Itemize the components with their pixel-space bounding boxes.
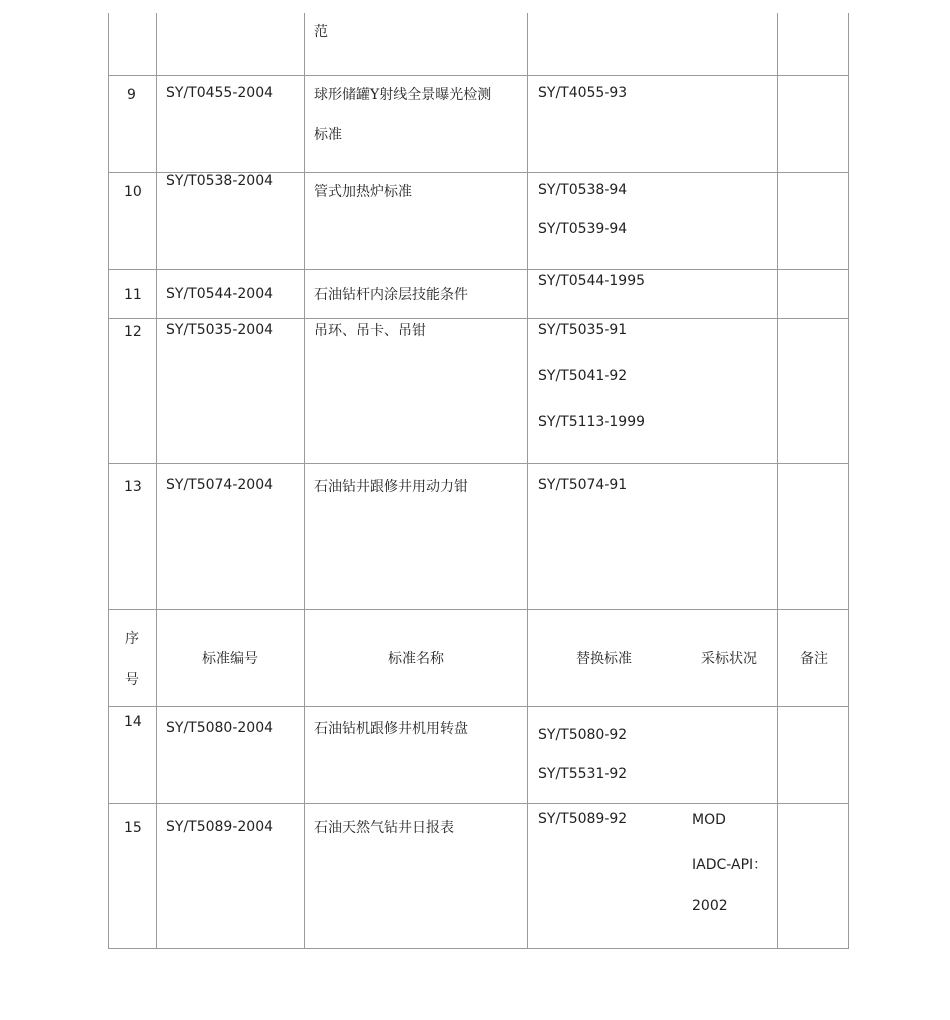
replaced-standard-cell: SY/T5041-92 [538,368,628,384]
replaced-standard-cell: SY/T5074-91 [538,477,628,493]
row-number-cell: 15 [124,820,142,836]
replaced-standard-cell: SY/T0538-94 [538,182,628,198]
standard-name-cell: 球形储罐Y射线全景曝光检测 [314,87,492,103]
standard-code-cell: SY/T0455-2004 [166,85,274,101]
adoption-status-cell: 2002 [692,898,728,914]
standard-name-cell-line2: 标准 [314,127,342,143]
replaced-standard-cell: SY/T0539-94 [538,221,628,237]
replaced-standard-cell: SY/T5035-91 [538,322,628,338]
standard-name-cell: 管式加热炉标准 [314,184,412,200]
standard-code-cell: SY/T0538-2004 [166,173,274,189]
standard-name-cell: 吊环、吊卡、吊钳 [314,323,426,339]
replaced-standard-cell: SY/T5531-92 [538,766,628,782]
standard-code-cell: SY/T5074-2004 [166,477,274,493]
replaced-standard-cell: SY/T5089-92 [538,811,628,827]
standard-name-cell: 范 [314,24,328,40]
standard-name-cell: 石油天然气钻井日报表 [314,820,454,836]
row-number-cell: 12 [124,324,142,340]
replaced-standard-cell: SY/T4055-93 [538,85,628,101]
header-standard-name: 标准名称 [388,651,444,667]
standard-code-cell: SY/T0544-2004 [166,286,274,302]
replaced-standard-cell: SY/T5080-92 [538,727,628,743]
standard-name-cell: 石油钻机跟修井机用转盘 [314,721,468,737]
header-seq-top: 序 [125,631,139,647]
header-replaced-standard: 替换标准 [576,651,632,667]
replaced-standard-cell: SY/T5113-1999 [538,414,646,430]
header-standard-code: 标准编号 [202,651,258,667]
standard-name-cell: 石油钻井跟修井用动力钳 [314,479,468,495]
header-adoption-status: 采标状况 [701,651,757,667]
adoption-status-cell: MOD [692,812,726,828]
adoption-status-cell: IADC-API： [692,857,768,873]
row-number-cell: 13 [124,479,142,495]
header-remark: 备注 [800,651,828,667]
replaced-standard-cell: SY/T0544-1995 [538,273,646,289]
row-number-cell: 11 [124,287,142,303]
standard-name-cell: 石油钻杆内涂层技能条件 [314,287,468,303]
row-number-cell: 9 [127,87,136,103]
standard-code-cell: SY/T5080-2004 [166,720,274,736]
standards-table [108,13,849,949]
standard-code-cell: SY/T5089-2004 [166,819,274,835]
row-number-cell: 10 [124,184,142,200]
standard-code-cell: SY/T5035-2004 [166,322,274,338]
header-seq-bottom: 号 [125,672,139,688]
row-number-cell: 14 [124,714,142,730]
